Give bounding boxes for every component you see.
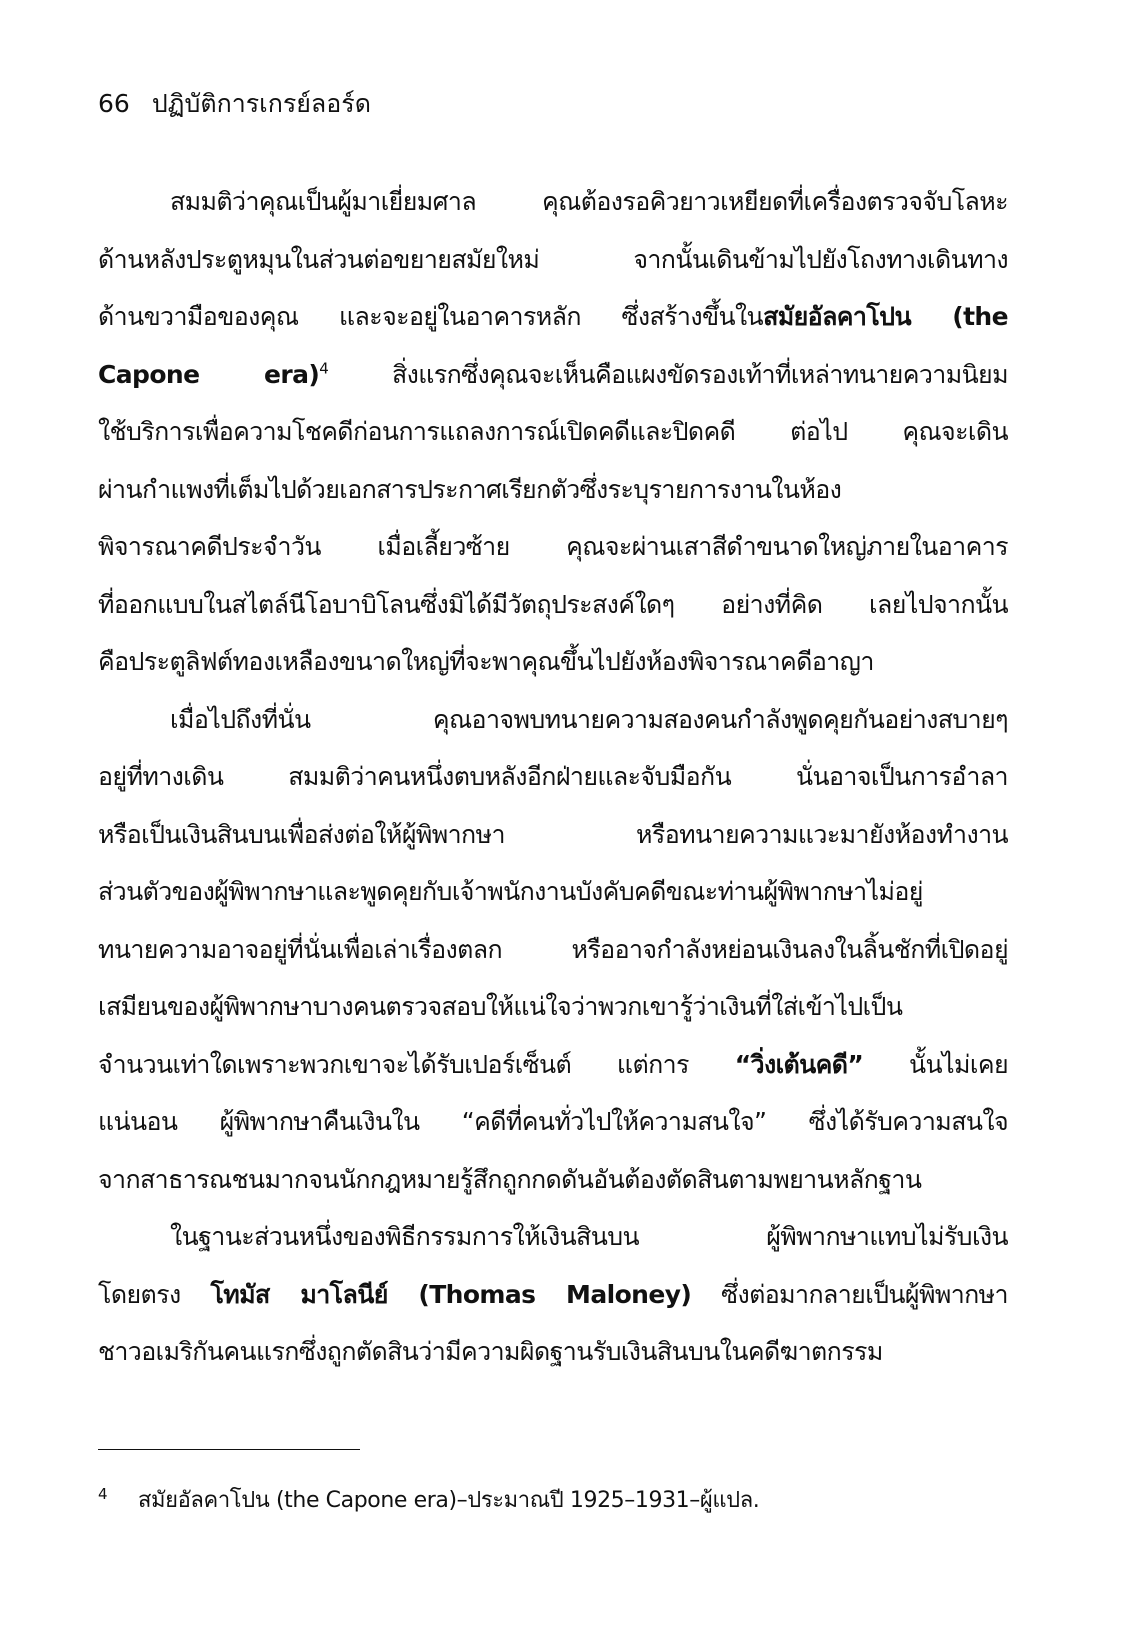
paragraph-line: ผ่านกำแพงที่เต็มไปด้วยเอกสารประกาศเรียกตัวซึ่งระบุรายการงานในห้อง [98,474,842,504]
bold-term: Capone era) [98,359,320,389]
paragraph-line: เมื่อไปถึงที่นั่น คุณอาจพบทนายความสองคนกำลังพูดคุยกันอย่างสบายๆ [170,704,1008,734]
footnote-text: สมัยอัลคาโปน (the Capone era)–ประมาณปี 1925–1931–ผู้แปล. [138,1488,760,1513]
line-text: โดยตรง [98,1279,211,1309]
main-text [98,173,1008,1381]
paragraph-line: แน่นอน ผู้พิพากษาคืนเงินใน “คดีที่คนทั่วไปให้ความสนใจ” ซึ่งได้รับความสนใจ [98,1107,1008,1136]
line-text: จำนวนเท่าใดเพราะพวกเขาจะได้รับเปอร์เซ็นต์ แต่การ [98,1049,735,1079]
paragraph-line: เสมียนของผู้พิพากษาบางคนตรวจสอบให้แน่ใจว่าพวกเขารู้ว่าเงินที่ใส่เข้าไปเป็น [98,992,903,1021]
paragraph-1 [98,173,1008,691]
paragraph-line: พิจารณาคดีประจำวัน เมื่อเลี้ยวซ้าย คุณจะผ่านเสาสีดำขนาดใหญ่ภายในอาคาร [98,532,1008,561]
paragraph-line: หรือเป็นเงินสินบนเพื่อส่งต่อให้ผู้พิพากษา หรือทนายความแวะมายังห้องทำงาน [98,819,1008,849]
paragraph-line: ที่ออกแบบในสไตล์นีโอบาบิโลนซึ่งมิได้มีวัตถุประสงค์ใดๆ อย่างที่คิด เลยไปจากนั้น [98,589,1008,619]
bold-term: สมัยอัลคาโปน (the [763,302,1008,331]
paragraph-line [98,346,1008,404]
paragraph-line: คือประตูลิฟต์ทองเหลืองขนาดใหญ่ที่จะพาคุณขึ้นไปยังห้องพิจารณาคดีอาญา [98,647,874,676]
footnote-divider [98,1449,360,1450]
footnote-reference: 4 [319,359,329,378]
line-text: ด้านขวามือของคุณ และจะอยู่ในอาคารหลัก ซึ่งสร้างขึ้นใน [98,302,764,331]
paragraph-line: ชาวอเมริกันคนแรกซึ่งถูกตัดสินว่ามีความผิดฐานรับเงินสินบนในคดีฆาตกรรม [98,1337,883,1366]
bold-term: “วิ่งเต้นคดี” [734,1049,864,1079]
line-text: ซึ่งต่อมากลายเป็นผู้พิพากษา [691,1279,1008,1309]
paragraph-line: ส่วนตัวของผู้พิพากษาและพูดคุยกับเจ้าพนักงานบังคับคดีขณะท่านผู้พิพากษาไม่อยู่ [98,877,923,906]
footnote: 4 สมัยอัลคาโปน (the Capone era)–ประมาณปี 1925–1931–ผู้แปล. [98,1484,760,1513]
paragraph-line [98,1266,1008,1324]
paragraph-line: ทนายความอาจอยู่ที่นั่นเพื่อเล่าเรื่องตลก หรืออาจกำลังหย่อนเงินลงในลิ้นชักที่เปิดอยู่ [98,934,1008,964]
page-number: 66 [98,89,130,118]
paragraph-line: ใช้บริการเพื่อความโชคดีก่อนการแถลงการณ์เปิดคดีและปิดคดี ต่อไป คุณจะเดิน [98,417,1008,446]
line-text: สิ่งแรกซึ่งคุณจะเห็นคือแผงขัดรองเท้าที่เหล่าทนายความนิยม [328,359,1008,389]
line-text: นั้นไม่เคย [863,1049,1009,1079]
paragraph-line [98,1036,1008,1094]
paragraph-line: จากสาธารณชนมากจนนักกฎหมายรู้สึกถูกกดดันอันต้องตัดสินตามพยานหลักฐาน [98,1164,922,1194]
paragraph-line [98,288,1008,346]
paragraph-3 [98,1208,1008,1381]
paragraph-line: ด้านหลังประตูหมุนในส่วนต่อขยายสมัยใหม่ จากนั้นเดินข้ามไปยังโถงทางเดินทาง [98,244,1008,274]
paragraph-line: สมมติว่าคุณเป็นผู้มาเยี่ยมศาล คุณต้องรอคิวยาวเหยียดที่เครื่องตรวจจับโลหะ [170,187,1008,216]
paragraph-2 [98,691,1008,1209]
paragraph-line: ในฐานะส่วนหนึ่งของพิธีกรรมการให้เงินสินบน ผู้พิพากษาแทบไม่รับเงิน [170,1222,1008,1251]
bold-name: โทมัส มาโลนีย์ (Thomas Maloney) [210,1279,692,1309]
paragraph-line: อยู่ที่ทางเดิน สมมติว่าคนหนึ่งตบหลังอีกฝ่ายและจับมือกัน นั่นอาจเป็นการอำลา [98,762,1008,791]
running-header [98,84,371,124]
running-title: ปฏิบัติการเกรย์ลอร์ด [151,89,371,118]
